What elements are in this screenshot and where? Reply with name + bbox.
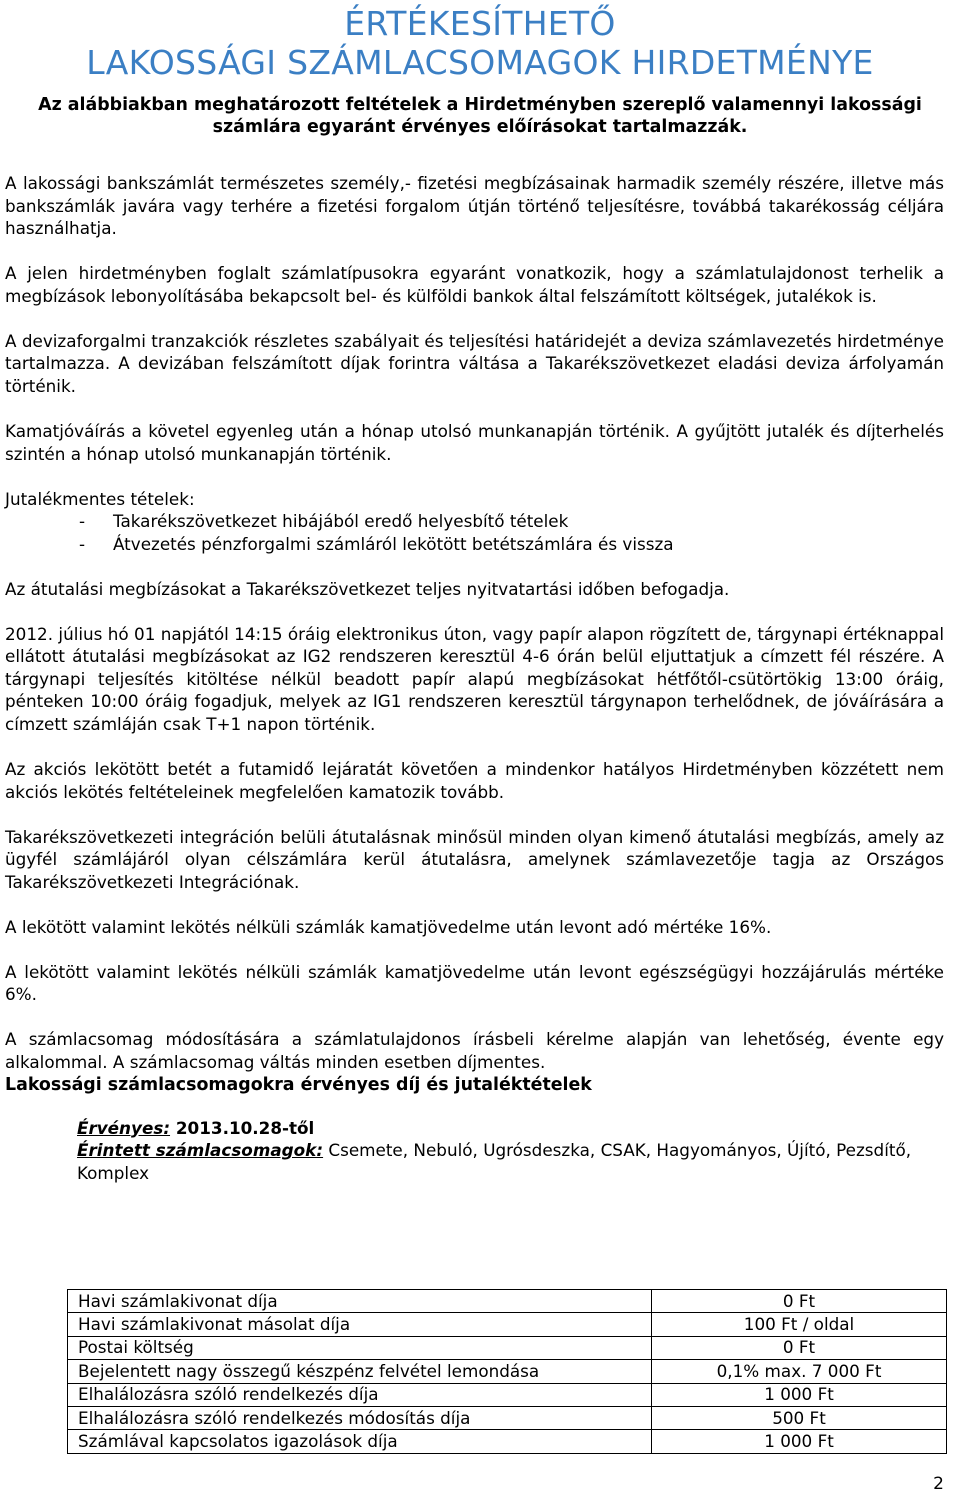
list-dash: - [79,533,86,554]
fee-name: Havi számlakivonat díja [68,1290,652,1313]
fee-amount: 500 Ft [652,1406,947,1429]
validity-block [77,1117,944,1185]
paragraph-package-change: A számlacsomag módosítására a számlatulajdonos írásbeli kérelme alapján van lehetőség, évente egy alkalommal. A számlacsomag váltás minden esetben díjmentes. [5,1029,944,1072]
fee-name: Havi számlakivonat másolat díja [68,1313,652,1336]
packages-value: Csemete, Nebuló, Ugrósdeszka, CSAK, Hagyományos, Újító, Pezsdítő, Komplex [77,1140,912,1183]
fees-table [67,1289,947,1454]
valid-from-line [77,1117,944,1140]
paragraph-interest-credit: Kamatjóváírás a követel egyenleg után a hónap utolsó munkanapján történik. A gyűjtött jutalék és díjterhelés szintén a hónap utolsó munkanapján történik. [5,420,944,464]
document-body [5,172,944,1184]
paragraph-account-usage: A lakossági bankszámlát természetes személy,- fizetési megbízásainak harmadik személy részére, illetve más bankszámlák javára vagy terhére a fizetési forgalom útján történő teljesítésre, továbbá takarékosság céljára használhatja. [5,173,944,239]
packages-label: Érintett számlacsomagok: [77,1140,324,1161]
table-row [68,1360,947,1383]
page-title [0,0,960,82]
fees-heading: Lakossági számlacsomagokra érvényes díj és jutaléktételek [5,1074,592,1095]
list-item-text: Átvezetés pénzforgalmi számláról lekötött betétszámlára és vissza [113,533,674,554]
fee-name: Postai költség [68,1336,652,1359]
fee-amount: 100 Ft / oldal [652,1313,947,1336]
paragraph-health-contribution: A lekötött valamint lekötés nélküli számlák kamatjövedelme után levont egészségügyi hozzájárulás mértéke 6%. [5,961,944,1005]
fee-amount: 0 Ft [652,1336,947,1359]
valid-label: Érvényes: [77,1117,171,1138]
intro-text: Az alábbiakban meghatározott feltételek a Hirdetményben szereplő valamennyi lakossági számlára egyaránt érvényes előírásokat tartalmazzák. [38,95,922,137]
fee-amount: 1 000 Ft [652,1383,947,1406]
table-row [68,1290,947,1313]
table-row [68,1313,947,1336]
paragraph-exempt-heading: Jutalékmentes tételek: [5,488,195,509]
page-number: 2 [933,1474,944,1494]
list-item-text: Takarékszövetkezet hibájából eredő helyesbítő tételek [113,511,569,532]
table-row [68,1336,947,1359]
list-item [5,533,944,556]
paragraph-transfer-schedule: 2012. július hó 01 napjától 14:15 óráig elektronikus úton, vagy papír alapon rögzített de, tárgynapi értéknappal ellátott átutalási megbízásokat az IG2 rendszeren keresztül 4-6 órán belül eljuttatjuk a címzett fél részére. A tárgynapi teljesítés kitöltése nélkül beadott papír alapú megbízásokat hétfőtől-csütörtökig 13:00 óráig, pénteken 10:00 óráig fogadjuk, melyek az IG1 rendszeren keresztül tárgynapon terhelődnek, de jóváírására a címzett számláján csak T+1 napon történik. [5,623,944,735]
fee-name: Elhalálozásra szóló rendelkezés módosítás díja [68,1406,652,1429]
paragraph-promo-deposit: Az akciós lekötött betét a futamidő lejáratát követően a mindenkor hatályos Hirdetményben közzétett nem akciós lekötés feltételeinek megfelelően kamatozik tovább. [5,759,944,802]
fee-amount: 1 000 Ft [652,1430,947,1453]
paragraph-tax-rate: A lekötött valamint lekötés nélküli számlák kamatjövedelme után levont adó mértéke 16%. [5,916,772,937]
table-row [68,1383,947,1406]
packages-line [77,1139,944,1184]
exempt-items-list [5,510,944,555]
paragraph-transfer-acceptance: Az átutalási megbízásokat a Takarékszövetkezet teljes nyitvatartási időben befogadja. [5,578,730,599]
fee-name: Elhalálozásra szóló rendelkezés díja [68,1383,652,1406]
list-dash: - [79,511,86,532]
paragraph-bank-costs: A jelen hirdetményben foglalt számlatípusokra egyaránt vonatkozik, hogy a számlatulajdonost terhelik a megbízások lebonyolításába bekapcsolt bel- és külföldi bankok által felszámított költségek, jutalékok is. [5,263,944,306]
fee-amount: 0,1% max. 7 000 Ft [652,1360,947,1383]
list-item [5,510,944,533]
fee-name: Számlával kapcsolatos igazolások díja [68,1430,652,1453]
paragraph-integration-transfer: Takarékszövetkezeti integráción belüli átutalásnak minősül minden olyan kimenő átutalási megbízás, amely az ügyfél számlájáról olyan célszámlára kerül átutalásra, amelynek számlavezetője tagja az Országos Takarékszövetkezeti Integrációnak. [5,826,944,892]
fee-name: Bejelentett nagy összegű készpénz felvétel lemondása [68,1360,652,1383]
fee-amount: 0 Ft [652,1290,947,1313]
valid-value: 2013.10.28-től [170,1117,315,1138]
table-row [68,1430,947,1453]
table-row [68,1406,947,1429]
title-line-1: ÉRTÉKESÍTHETŐ [344,4,616,43]
title-line-2: LAKOSSÁGI SZÁMLACSOMAGOK HIRDETMÉNYE [86,43,874,82]
paragraph-foreign-currency: A devizaforgalmi tranzakciók részletes szabályait és teljesítési határidejét a deviza számlavezetés hirdetménye tartalmazza. A devizában felszámított díjak forintra váltása a Takarékszövetkezet eladási deviza árfolyamán történik. [5,330,944,396]
